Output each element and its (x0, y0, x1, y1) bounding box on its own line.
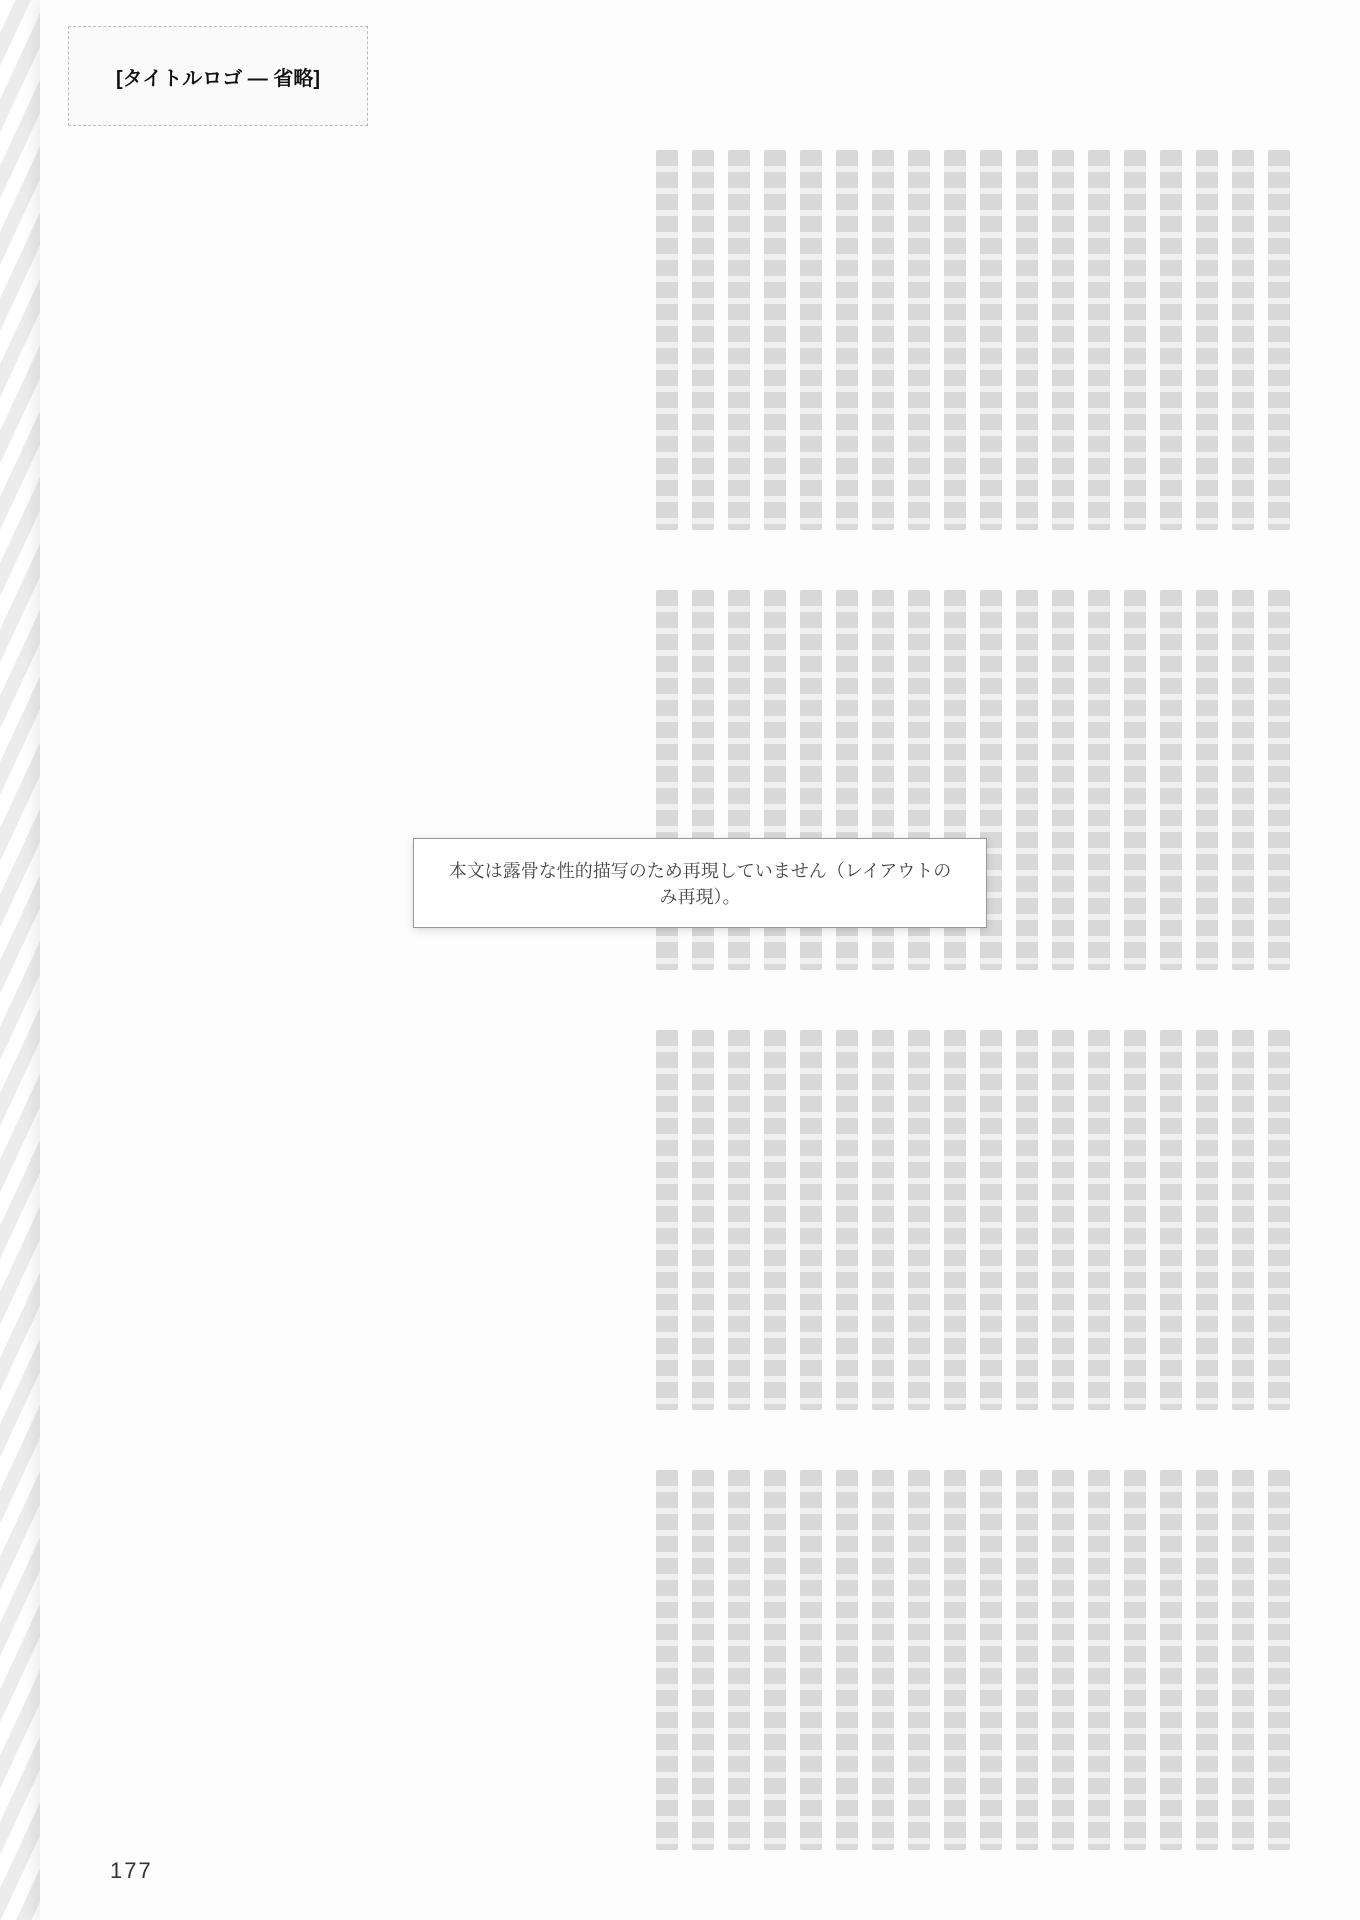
redacted-text-column (1016, 1470, 1038, 1850)
redacted-text-column (1088, 1030, 1110, 1410)
text-band-4 (100, 1470, 1290, 1850)
redacted-text-column (728, 150, 750, 530)
redacted-text-column (1124, 150, 1146, 530)
redacted-text-column (656, 1470, 678, 1850)
redacted-text-column (1160, 590, 1182, 970)
redacted-text-column (1016, 1030, 1038, 1410)
redacted-text-column (1052, 1030, 1074, 1410)
redacted-text-column (1160, 150, 1182, 530)
redacted-text-column (1124, 1030, 1146, 1410)
redacted-text-column (1268, 150, 1290, 530)
redacted-text-column (1160, 1470, 1182, 1850)
redacted-text-column (872, 150, 894, 530)
redacted-text-column (1196, 150, 1218, 530)
redacted-text-column (1232, 1030, 1254, 1410)
redacted-text-column (836, 1030, 858, 1410)
redacted-text-column (944, 150, 966, 530)
redacted-text-column (1232, 1470, 1254, 1850)
redacted-text-column (1088, 150, 1110, 530)
redacted-text-column (1160, 1030, 1182, 1410)
redacted-text-column (1232, 590, 1254, 970)
redacted-text-column (1052, 590, 1074, 970)
redacted-text-column (1268, 590, 1290, 970)
redacted-text-column (764, 1030, 786, 1410)
redacted-text-column (980, 1470, 1002, 1850)
redacted-text-column (1052, 150, 1074, 530)
redacted-text-column (1124, 590, 1146, 970)
redacted-text-column (836, 1470, 858, 1850)
redacted-text-column (1196, 1030, 1218, 1410)
redacted-text-column (692, 150, 714, 530)
redacted-text-column (944, 1030, 966, 1410)
text-band-1 (100, 150, 1290, 530)
redacted-text-column (1088, 590, 1110, 970)
book-page (40, 0, 1360, 1920)
redacted-text-column (1196, 590, 1218, 970)
redacted-text-column (800, 1470, 822, 1850)
redacted-text-column (1268, 1470, 1290, 1850)
redacted-text-column (1088, 1470, 1110, 1850)
redacted-text-column (800, 1030, 822, 1410)
redacted-text-column (764, 1470, 786, 1850)
text-band-3 (100, 1030, 1290, 1410)
redacted-text-column (908, 150, 930, 530)
redacted-text-column (908, 1030, 930, 1410)
redacted-text-column (908, 1470, 930, 1850)
redacted-text-column (1268, 1030, 1290, 1410)
redacted-text-column (800, 150, 822, 530)
redacted-text-column (1016, 150, 1038, 530)
redacted-text-column (656, 150, 678, 530)
redacted-text-column (692, 1030, 714, 1410)
series-logo: [タイトルロゴ — 省略] (68, 26, 368, 126)
redacted-text-column (872, 1470, 894, 1850)
redacted-text-column (1016, 590, 1038, 970)
redacted-text-column (980, 1030, 1002, 1410)
redacted-text-column (764, 150, 786, 530)
redacted-text-column (692, 1470, 714, 1850)
redacted-text-column (1232, 150, 1254, 530)
redacted-text-column (1052, 1470, 1074, 1850)
page-number: 177 (110, 1858, 153, 1883)
redacted-text-column (1196, 1470, 1218, 1850)
redacted-text-column (836, 150, 858, 530)
redacted-text-column (728, 1030, 750, 1410)
redaction-notice: 本文は露骨な性的描写のため再現していません（レイアウトのみ再現）。 (413, 838, 987, 928)
redacted-text-column (872, 1030, 894, 1410)
redacted-text-column (1124, 1470, 1146, 1850)
redacted-text-column (728, 1470, 750, 1850)
redacted-text-column (656, 1030, 678, 1410)
redacted-text-column (980, 150, 1002, 530)
redacted-text-column (944, 1470, 966, 1850)
